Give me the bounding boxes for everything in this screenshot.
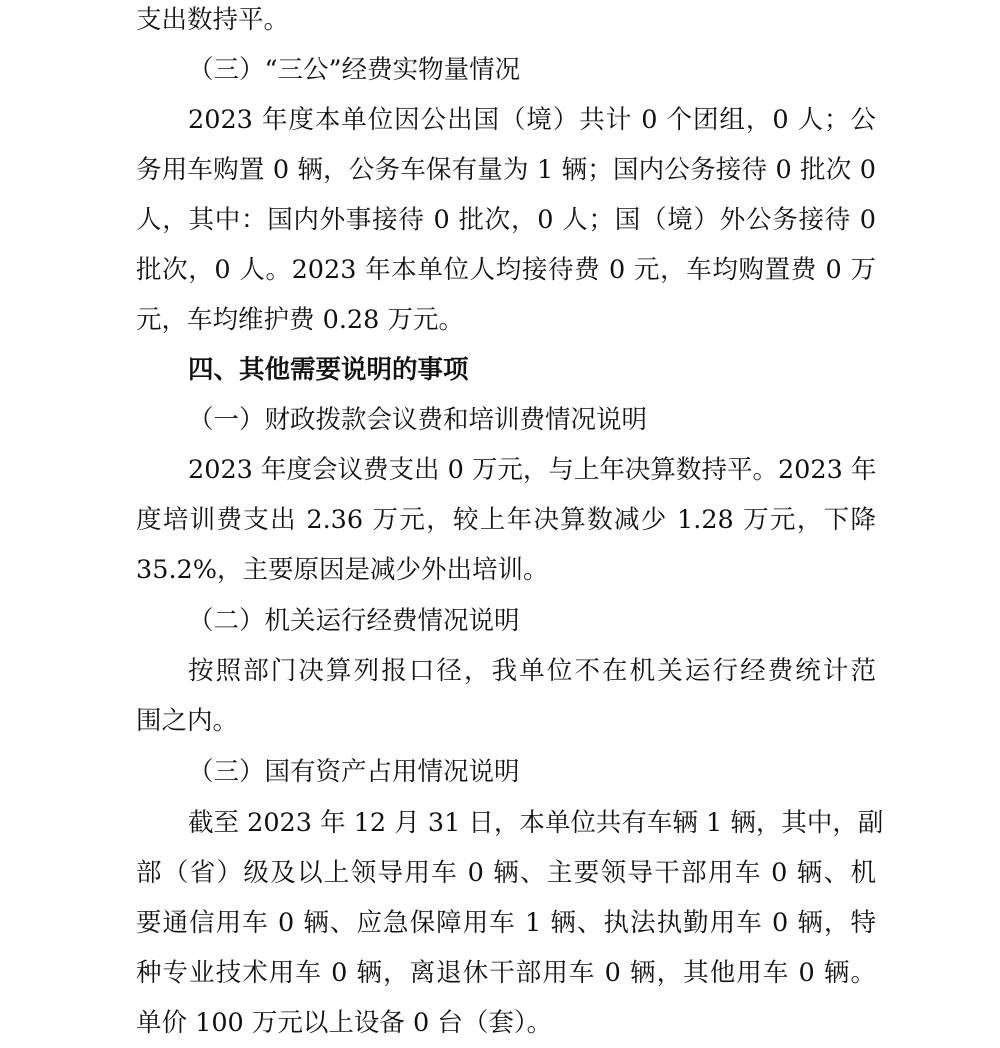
paragraph-line: 围之内。	[136, 706, 239, 736]
paragraph-line: 2023 年度会议费支出 0 万元，与上年决算数持平。2023 年	[188, 455, 877, 485]
section-heading: （三）“三公”经费实物量情况	[188, 55, 521, 85]
paragraph-line: 要通信用车 0 辆、应急保障用车 1 辆、执法执勤用车 0 辆，特	[136, 908, 876, 938]
paragraph-line: 人，其中：国内外事接待 0 批次，0 人；国（境）外公务接待 0	[136, 205, 876, 235]
paragraph-line: 度培训费支出 2.36 万元，较上年决算数减少 1.28 万元，下降	[136, 505, 876, 535]
paragraph-line: 按照部门决算列报口径，我单位不在机关运行经费统计范	[188, 656, 876, 686]
section-heading: （三）国有资产占用情况说明	[188, 757, 520, 787]
paragraph-line: 部（省）级及以上领导用车 0 辆、主要领导干部用车 0 辆、机	[136, 858, 876, 888]
paragraph-line: 单价 100 万元以上设备 0 台（套）。	[136, 1008, 553, 1038]
paragraph-line: 支出数持平。	[136, 5, 290, 35]
paragraph-line: 务用车购置 0 辆，公务车保有量为 1 辆；国内公务接待 0 批次 0	[136, 155, 876, 185]
paragraph-line: 35.2%，主要原因是减少外出培训。	[136, 555, 549, 585]
section-heading: （一）财政拨款会议费和培训费情况说明	[188, 405, 648, 435]
paragraph-line: 截至 2023 年 12 月 31 日，本单位共有车辆 1 辆，其中，副	[188, 808, 884, 838]
section-heading: （二）机关运行经费情况说明	[188, 606, 520, 636]
paragraph-line: 种专业技术用车 0 辆，离退休干部用车 0 辆，其他用车 0 辆。	[136, 958, 876, 988]
chapter-heading: 四、其他需要说明的事项	[188, 355, 469, 385]
paragraph-line: 2023 年度本单位因公出国（境）共计 0 个团组，0 人；公	[188, 105, 876, 135]
paragraph-line: 元，车均维护费 0.28 万元。	[136, 305, 464, 335]
paragraph-line: 批次，0 人。2023 年本单位人均接待费 0 元，车均购置费 0 万	[136, 255, 876, 285]
